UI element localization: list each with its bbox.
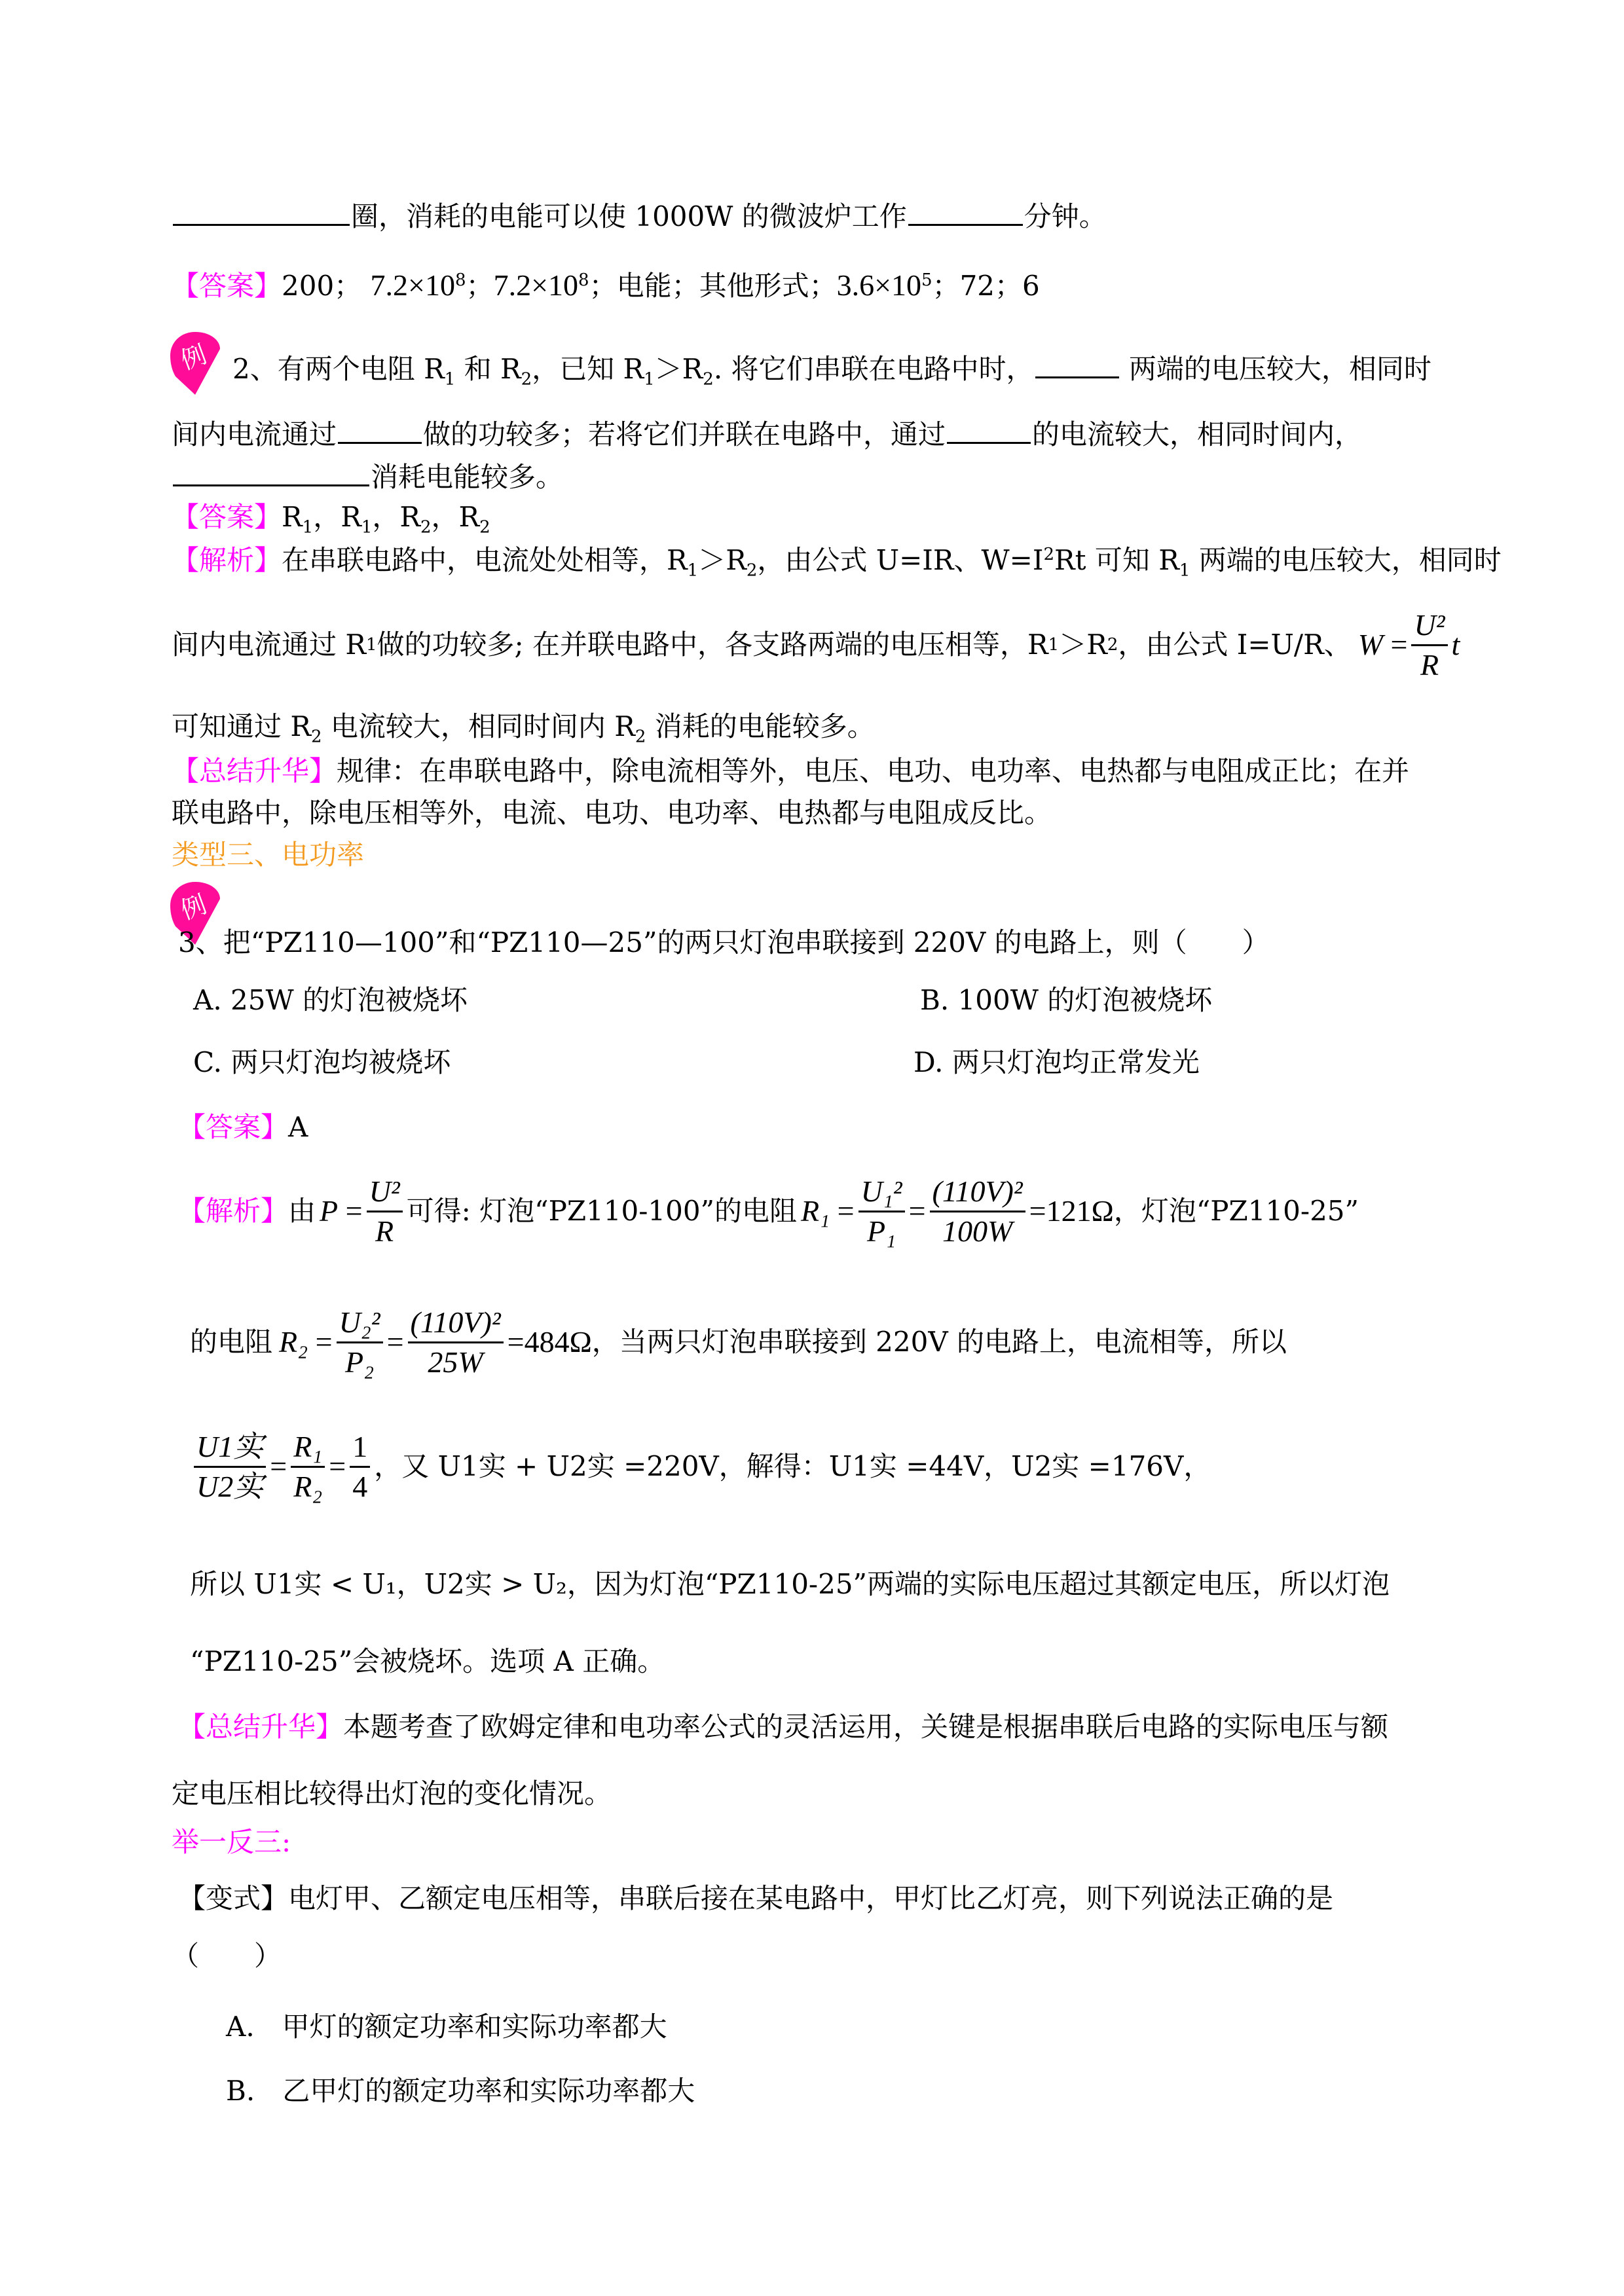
formula-result: 121Ω [1046,1194,1114,1228]
q3-summary-line2: 定电压相比较得出灯泡的变化情况。 [172,1777,612,1810]
q3-answer [178,1109,1467,1146]
formula-fraction [858,1173,905,1250]
q2-summary-line1 [172,753,1467,790]
formula-symbol: t [1451,628,1460,661]
q3-option-d[interactable]: D. 两只灯泡均正常发光 [913,1046,1200,1078]
answer-text: ；电能；其他形式； [589,270,837,302]
analysis-text: ＞R [698,544,747,576]
answer-label: 【答案】 [172,270,282,302]
denominator: 25W [428,1345,483,1379]
analysis-label: 【解析】 [172,544,282,576]
q3-analysis-line5: “PZ110-25”会被烧坏。选项 A 正确。 [190,1645,665,1677]
q3-analysis-line2: 的电阻 R₂ = $\frac{\text{U₂²}}{\text{P₂}}$ = $\frac{\text{(110V)²}}{25W}$ = 484Ω ，当两只灯泡串联接到 220V 的电路上，电流相等，所以 [190,1303,1467,1381]
q3-analysis-line3: $\frac{\text{U1实}}{\text{U2实}}$ = $\frac{\text{R₁}}{\text{R₂}}$ = $\frac{1}{4}$ ，又 U1实 + U2实 =220V，解得：U1实 =44V，U2实 =176V， [190,1427,1467,1506]
variant-option-b[interactable]: B. 乙甲灯的额定功率和实际功率都大 [226,2075,695,2107]
answer-text: 200； [282,270,362,302]
numerator: U² [369,1174,400,1208]
numerator: (110V)² [932,1174,1023,1208]
analysis-text: 可得: 灯泡“PZ110-100”的电阻 [406,1195,798,1227]
answer-text: ，R [372,501,420,533]
analysis-label: 【解析】 [178,1195,289,1227]
q3-option-a[interactable]: A. 25W 的灯泡被烧坏 [193,984,468,1016]
subscript: 1 [361,517,373,538]
q1-text-end: 分钟。 [1024,200,1107,232]
analysis-text: 由 [288,1195,316,1227]
variant-stem [178,1880,1467,1917]
answer-text: A [288,1111,308,1143]
superscript: 2 [1043,545,1055,564]
denominator: U2实 [196,1469,264,1503]
variant-text: 电灯甲、乙额定电压相等，串联后接在某电路中，甲灯比乙灯亮，则下列说法正确的是 [288,1882,1334,1914]
question-number: 3、 [178,926,223,958]
numerator: 1 [352,1429,368,1463]
subscript: 2 [420,517,432,538]
example-badge-icon [169,331,221,396]
q2-summary-line2 [172,795,1467,831]
formula-fraction [408,1303,504,1381]
answer-blank [173,198,350,226]
formula-fraction [1411,606,1447,684]
answer-blank [173,458,369,486]
q2-text: ，已知 R [532,353,644,385]
summary-text: 规律：在串联电路中，除电流相等外，电压、电功、电功率、电热都与电阻成正比；在并 [337,755,1410,787]
subscript: 2 [479,517,490,538]
variant-paren: （ ） [172,1940,282,1972]
denominator: P₂ [345,1345,375,1379]
numerator: U₁² [860,1174,902,1208]
answer-blank [908,198,1023,226]
denominator: R [1420,647,1439,682]
q2-text: ＞R [654,353,703,385]
answer-blank [338,416,422,444]
analysis-text: 电流较大，相同时间内 R [322,710,635,742]
answer-blank [1035,350,1119,378]
formula-symbol: W [1357,628,1384,661]
analysis-text: 的电阻 [190,1326,273,1358]
formula-fraction [350,1428,370,1506]
q1-text: 圈，消耗的电能可以使 1000W 的微波炉工作 [351,200,907,232]
analysis-text: ，由公式 I=U/R、 [1118,629,1352,661]
formula-fraction [930,1173,1025,1250]
analysis-text: Rt 可知 R [1054,544,1179,576]
denominator: 4 [352,1469,368,1503]
answer-text: R [282,501,303,533]
analysis-text: 可知通过 R [172,710,311,742]
analysis-text: ，由公式 U=IR、W=I [757,544,1044,576]
summary-text: 本题考查了欧姆定律和电功率公式的灵活运用，关键是根据串联后电路的实际电压与额 [343,1711,1389,1743]
question-number: 2、 [232,353,278,385]
subscript: 1 [644,369,655,390]
answer-text: ，R [431,501,480,533]
q3-summary-line1 [178,1709,1467,1745]
answer-label: 【答案】 [178,1111,289,1143]
subscript: 2 [310,727,322,747]
analysis-text: ，当两只灯泡串联接到 220V 的电路上，电流相等，所以 [591,1326,1287,1358]
q2-text: 两端的电压较大，相同时 [1120,353,1431,385]
subscript: 1 [687,560,699,581]
q2-text: 和 R [455,353,521,385]
q2-text: . 将它们串联在电路中时， [713,353,1034,385]
q3-option-c[interactable]: C. 两只灯泡均被烧坏 [193,1046,451,1078]
q1-answer [172,267,1467,304]
q1-tail-line [172,198,1467,235]
q3-analysis-line4: 所以 U1实 < U₁，U2实 > U₂，因为灯泡“PZ110-25”两端的实际电压超过其额定电压，所以灯泡 [190,1568,1390,1600]
numerator: R₁ [293,1429,323,1463]
q2-stem-line3 [172,458,1467,496]
answer-text: ； [466,270,494,302]
q2-text: 做的功较多；若将它们并联在电路中，通过 [423,418,946,450]
q2-answer [172,499,1467,536]
formula-symbol: R₁ [801,1194,830,1228]
exponent: 8 [455,270,466,290]
svg-text:例: 例 [177,339,211,376]
q2-analysis-line1 [172,542,1502,581]
answer-text: ，R [313,501,361,533]
subscript: 1 [302,517,314,538]
answer-blank [947,416,1031,444]
formula-symbol: R₂ [279,1325,308,1358]
analysis-text: 两端的电压较大，相同时 [1190,544,1502,576]
analysis-text: 消耗的电能较多。 [646,710,875,742]
q3-option-b[interactable]: B. 100W 的灯泡被烧坏 [920,984,1213,1016]
subscript: 1 [444,369,456,390]
exponent: 8 [578,270,589,290]
q2-text: 有两个电阻 R [277,353,445,385]
numerator: U² [1414,608,1445,642]
q2-stem-line2 [172,416,1467,453]
formula-fraction [291,1428,325,1506]
analysis-text: ＞R [1059,629,1107,661]
numerator: U₂² [339,1305,380,1339]
exponent: 5 [921,270,932,290]
subscript: 1 [1179,560,1190,581]
answer-value: 7.2×10 [370,268,455,302]
summary-label: 【总结升华】 [172,755,337,787]
practice-heading: 举一反三: [172,1826,291,1858]
formula-symbol: P [320,1194,339,1228]
numerator: U1实 [196,1429,264,1463]
formula-fraction [194,1428,266,1506]
q3-stem [178,924,1467,961]
q2-text: 间内电流通过 [172,418,337,450]
analysis-text: 做的功较多; 在并联电路中，各支路两端的电压相等，R [377,629,1048,661]
q2-stem-line1 [232,350,1467,388]
answer-value: 3.6×10 [836,268,922,302]
formula-fraction [367,1173,403,1250]
analysis-text: ，又 U1实 + U2实 =220V，解得：U1实 =44V，U2实 =176V， [374,1450,1211,1482]
formula-fraction [337,1303,383,1381]
numerator: (110V)² [410,1305,501,1339]
analysis-text: ，灯泡“PZ110-25” [1113,1195,1359,1227]
variant-label: 【变式】 [178,1882,289,1914]
summary-text: 联电路中，除电压相等外，电流、电功、电功率、电热都与电阻成反比。 [172,797,1052,829]
q2-analysis-line2: 间内电流通过 R 1 做的功较多; 在并联电路中，各支路两端的电压相等，R 1 ＞R 2 ，由公式 I=U/R、 W = $\frac{\text{U²}}{R}$ t [172,609,1467,681]
q3-analysis-line1: 【解析】 由 P = $\frac{\text{U²}}{R}$ 可得: 灯泡“PZ110-100”的电阻 R₁ = $\frac{\text{U₁²}}{\text{P₁}}$ = $\frac{\text{(110V)²}}{100W}$ = 121Ω ，灯泡“PZ110-25” [178,1172,1467,1250]
q2-text: 消耗电能较多。 [371,461,564,493]
subscript: 2 [746,560,758,581]
denominator: P₁ [867,1214,896,1248]
svg-text:例: 例 [177,889,211,926]
q2-text: 的电流较大，相同时间内， [1032,418,1363,450]
denominator: R₂ [293,1469,323,1503]
subscript: 2 [521,369,532,390]
q3-stem-text: 把“PZ110—100”和“PZ110—25”的两只灯泡串联接到 220V 的电路上，则（ ） [223,926,1270,958]
analysis-text: 间内电流通过 R [172,629,366,661]
analysis-text: 在串联电路中，电流处处相等，R [282,544,688,576]
summary-label: 【总结升华】 [178,1711,344,1743]
answer-text: ；72；6 [932,270,1040,302]
section-heading: 类型三、电功率 [172,839,365,871]
answer-label: 【答案】 [172,501,282,533]
denominator: 100W [942,1214,1013,1248]
answer-value: 7.2×10 [493,268,579,302]
subscript: 2 [635,727,646,747]
denominator: R [375,1214,394,1248]
formula-result: 484Ω [524,1325,592,1358]
subscript: 2 [703,369,714,390]
q2-analysis-line3 [172,708,1467,745]
variant-option-a[interactable]: A. 甲灯的额定功率和实际功率都大 [226,2011,667,2043]
